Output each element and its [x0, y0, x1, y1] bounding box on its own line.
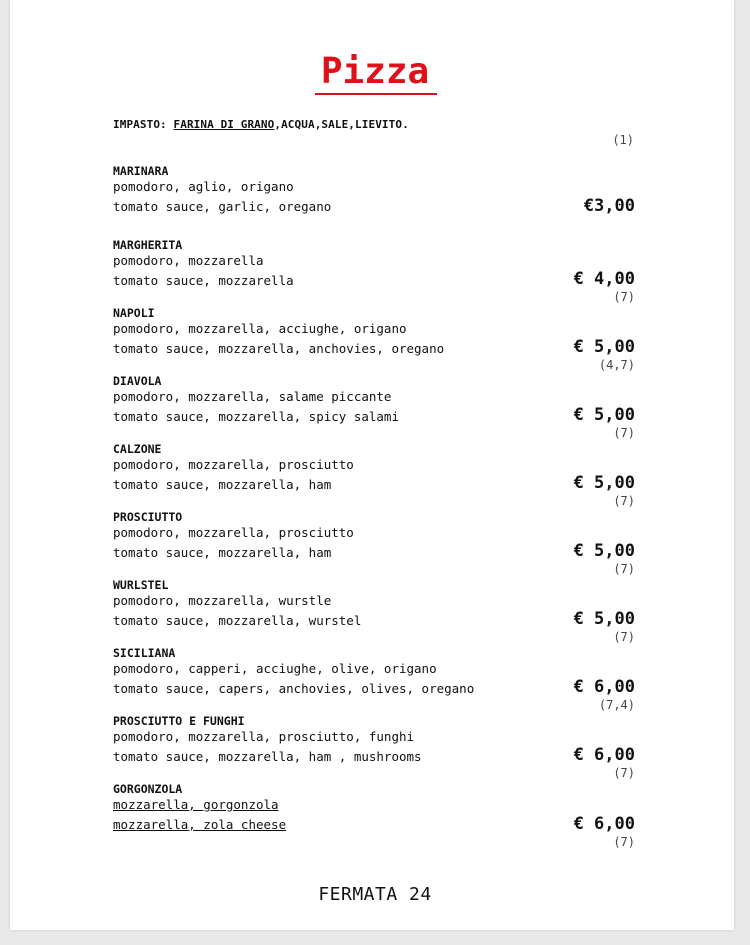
item-allergens: (7)	[613, 630, 635, 644]
item-price: € 4,00	[573, 269, 635, 289]
item-name: PROSCIUTTO	[113, 510, 183, 524]
item-price: € 5,00	[573, 473, 635, 493]
item-allergens: (7,4)	[598, 698, 635, 712]
title-underline	[315, 93, 437, 95]
dough-flour: FARINA DI GRANO	[173, 118, 275, 131]
item-english: mozzarella, zola cheese	[113, 817, 287, 832]
item-allergens: (7)	[613, 835, 635, 849]
item-price: € 5,00	[573, 609, 635, 629]
item-price: € 6,00	[573, 677, 635, 697]
dough-ingredients	[113, 118, 409, 131]
menu-item	[113, 782, 635, 848]
item-italian: pomodoro, mozzarella, prosciutto	[113, 525, 354, 540]
page-title: Pizza	[320, 51, 430, 92]
item-name: PROSCIUTTO E FUNGHI	[113, 714, 245, 728]
item-name: SICILIANA	[113, 646, 176, 660]
item-name: MARINARA	[113, 164, 169, 178]
menu-item	[113, 306, 635, 372]
menu-item	[113, 578, 635, 644]
menu-item	[113, 374, 635, 440]
menu-item	[113, 442, 635, 508]
item-allergens: (7)	[613, 290, 635, 304]
item-name: MARGHERITA	[113, 238, 183, 252]
item-italian: mozzarella, gorgonzola	[113, 797, 279, 812]
item-name: NAPOLI	[113, 306, 155, 320]
item-italian: pomodoro, mozzarella, wurstle	[113, 593, 332, 608]
dough-rest: ,ACQUA,SALE,LIEVITO.	[274, 118, 409, 131]
item-price: € 5,00	[573, 541, 635, 561]
item-allergens: (4,7)	[598, 358, 635, 372]
item-price: € 6,00	[573, 814, 635, 834]
menu-item	[113, 510, 635, 576]
item-english: tomato sauce, capers, anchovies, olives, oregano	[113, 681, 475, 696]
item-english: tomato sauce, mozzarella, wurstel	[113, 613, 362, 628]
item-italian: pomodoro, mozzarella, acciughe, origano	[113, 321, 407, 336]
item-price: € 5,00	[573, 405, 635, 425]
item-price: €3,00	[583, 196, 635, 216]
item-name: DIAVOLA	[113, 374, 162, 388]
menu-item	[113, 646, 635, 712]
item-allergens: (7)	[613, 494, 635, 508]
item-italian: pomodoro, capperi, acciughe, olive, origano	[113, 661, 437, 676]
item-allergens: (7)	[613, 562, 635, 576]
item-english: tomato sauce, mozzarella, ham	[113, 545, 332, 560]
dough-allergen: (1)	[612, 133, 634, 147]
item-english: tomato sauce, mozzarella	[113, 273, 294, 288]
dough-label: IMPASTO:	[113, 118, 167, 131]
item-italian: pomodoro, mozzarella, salame piccante	[113, 389, 392, 404]
item-italian: pomodoro, mozzarella, prosciutto, funghi	[113, 729, 415, 744]
item-price: € 5,00	[573, 337, 635, 357]
item-english: tomato sauce, mozzarella, ham , mushrooms	[113, 749, 422, 764]
item-allergens: (7)	[613, 426, 635, 440]
item-price: € 6,00	[573, 745, 635, 765]
restaurant-name: FERMATA 24	[318, 884, 432, 905]
item-name: CALZONE	[113, 442, 162, 456]
item-name: WURLSTEL	[113, 578, 169, 592]
item-english: tomato sauce, garlic, oregano	[113, 199, 332, 214]
item-english: tomato sauce, mozzarella, ham	[113, 477, 332, 492]
menu-item	[113, 164, 635, 224]
item-italian: pomodoro, mozzarella, prosciutto	[113, 457, 354, 472]
item-italian: pomodoro, aglio, origano	[113, 179, 294, 194]
menu-item	[113, 714, 635, 780]
item-allergens: (7)	[613, 766, 635, 780]
item-name: GORGONZOLA	[113, 782, 183, 796]
item-italian: pomodoro, mozzarella	[113, 253, 264, 268]
item-english: tomato sauce, mozzarella, anchovies, oregano	[113, 341, 445, 356]
menu-item	[113, 238, 635, 304]
item-english: tomato sauce, mozzarella, spicy salami	[113, 409, 399, 424]
